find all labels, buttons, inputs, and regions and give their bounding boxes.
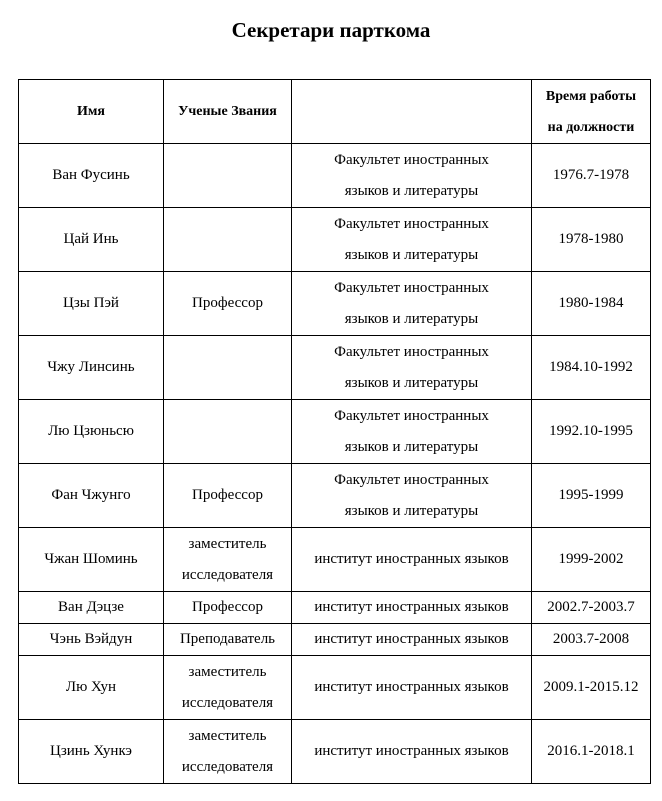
cell-department: институт иностранных языков: [292, 656, 532, 720]
cell-academic-title: Преподаватель: [164, 624, 292, 656]
cell-name: Ван Фусинь: [19, 144, 164, 208]
cell-name: Цзинь Хункэ: [19, 720, 164, 784]
secretaries-table: [18, 79, 651, 784]
cell-name: Лю Хун: [19, 656, 164, 720]
table-row: [19, 624, 651, 656]
cell-department: институт иностранных языков: [292, 720, 532, 784]
cell-academic-title: [164, 336, 292, 400]
column-header-term: Время работы на должности: [532, 80, 651, 144]
cell-name: Цай Инь: [19, 208, 164, 272]
cell-name: Фан Чжунго: [19, 464, 164, 528]
cell-academic-title: [164, 400, 292, 464]
table-row: [19, 400, 651, 464]
cell-name: Цзы Пэй: [19, 272, 164, 336]
table-row: [19, 528, 651, 592]
table-row: [19, 592, 651, 624]
cell-department: Факультет иностранных языков и литературы: [292, 272, 532, 336]
cell-term: 1995-1999: [532, 464, 651, 528]
cell-department: Факультет иностранных языков и литературы: [292, 400, 532, 464]
table-header-row: [19, 80, 651, 144]
cell-term: 1978-1980: [532, 208, 651, 272]
column-header-name: Имя: [19, 80, 164, 144]
column-header-academic-title: Ученые Звания: [164, 80, 292, 144]
table-row: [19, 656, 651, 720]
cell-term: 2003.7-2008: [532, 624, 651, 656]
cell-department: Факультет иностранных языков и литературы: [292, 208, 532, 272]
cell-term: 1999-2002: [532, 528, 651, 592]
cell-academic-title: заместитель исследователя: [164, 528, 292, 592]
cell-term: 1984.10-1992: [532, 336, 651, 400]
cell-department: Факультет иностранных языков и литературы: [292, 336, 532, 400]
cell-name: Чэнь Вэйдун: [19, 624, 164, 656]
cell-term: 2002.7-2003.7: [532, 592, 651, 624]
cell-term: 2016.1-2018.1: [532, 720, 651, 784]
table-row: [19, 144, 651, 208]
cell-academic-title: заместитель исследователя: [164, 656, 292, 720]
cell-department: институт иностранных языков: [292, 528, 532, 592]
cell-department: институт иностранных языков: [292, 592, 532, 624]
table-row: [19, 720, 651, 784]
cell-name: Чжу Линсинь: [19, 336, 164, 400]
table-row: [19, 464, 651, 528]
cell-academic-title: заместитель исследователя: [164, 720, 292, 784]
cell-department: Факультет иностранных языков и литературы: [292, 464, 532, 528]
cell-term: 1980-1984: [532, 272, 651, 336]
cell-name: Лю Цзюньсю: [19, 400, 164, 464]
cell-department: институт иностранных языков: [292, 624, 532, 656]
table-row: [19, 336, 651, 400]
column-header-department: [292, 80, 532, 144]
table-row: [19, 272, 651, 336]
cell-department: Факультет иностранных языков и литературы: [292, 144, 532, 208]
table-row: [19, 208, 651, 272]
cell-academic-title: [164, 208, 292, 272]
cell-academic-title: Профессор: [164, 592, 292, 624]
cell-academic-title: [164, 144, 292, 208]
cell-name: Ван Дэцзе: [19, 592, 164, 624]
cell-academic-title: Профессор: [164, 464, 292, 528]
cell-name: Чжан Шоминь: [19, 528, 164, 592]
cell-academic-title: Профессор: [164, 272, 292, 336]
cell-term: 1976.7-1978: [532, 144, 651, 208]
cell-term: 2009.1-2015.12: [532, 656, 651, 720]
cell-term: 1992.10-1995: [532, 400, 651, 464]
page-title: Секретари парткома: [231, 18, 431, 42]
